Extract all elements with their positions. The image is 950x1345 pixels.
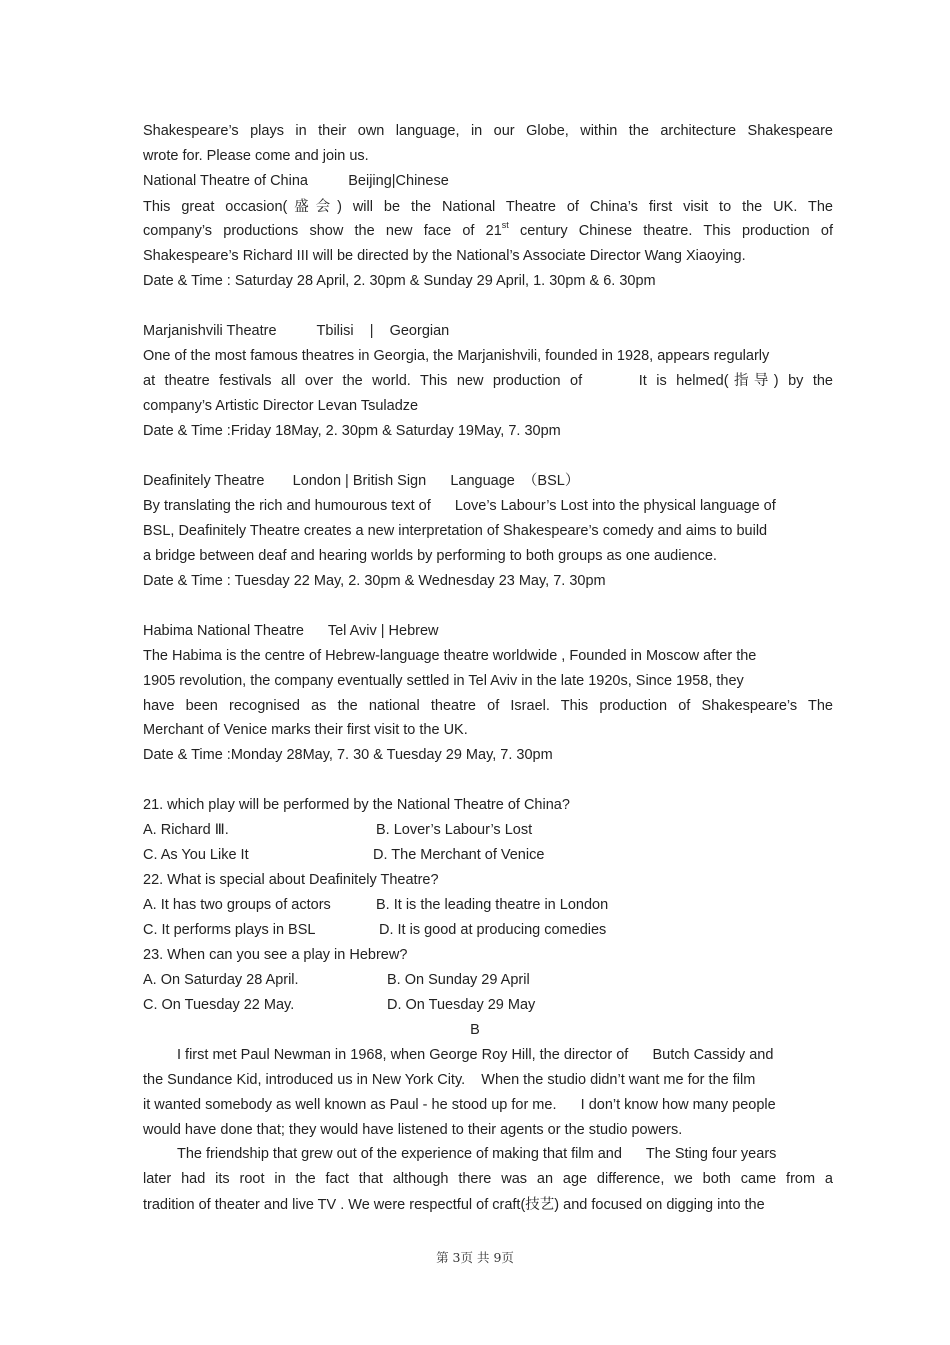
- paragraph-line: would have done that; they would have listened to their agents or the studio powers.: [143, 1122, 683, 1138]
- paragraph-line: later had its root in the fact that although there was an age difference, we both came from a: [143, 1171, 833, 1187]
- company-text-line: Merchant of Venice marks their first visit to the UK.: [143, 722, 468, 738]
- company-text-line: One of the most famous theatres in Georgia, the Marjanishvili, founded in 1928, appears regularly: [143, 348, 770, 364]
- question-option: A. Richard Ⅲ.: [143, 822, 229, 838]
- company-heading-habima: Habima National Theatre Tel Aviv | Hebrew: [143, 623, 439, 639]
- text-fragment: century Chinese theatre. This production of: [508, 223, 833, 239]
- company-datetime-habima: Date & Time :Monday 28May, 7. 30 & Tuesday 29 May, 7. 30pm: [143, 747, 553, 763]
- question-stem: 22. What is special about Deafinitely Theatre?: [143, 872, 439, 888]
- question-option: B. It is the leading theatre in London: [376, 897, 609, 913]
- paragraph-line: it wanted somebody as well known as Paul - he stood up for me. I don’t know how many people: [143, 1097, 776, 1113]
- paragraph-line: tradition of theater and live TV . We were respectful of craft(技艺) and focused on digging into the: [143, 1197, 765, 1213]
- question-option: B. On Sunday 29 April: [387, 972, 530, 988]
- question-stem: 23. When can you see a play in Hebrew?: [143, 947, 408, 963]
- question-option: B. Lover’s Labour’s Lost: [376, 822, 533, 838]
- company-text-line: have been recognised as the national theatre of Israel. This production of Shakespeare’s The: [143, 698, 833, 714]
- intro-line-2: wrote for. Please come and join us.: [143, 148, 369, 164]
- company-heading-deafinitely: Deafinitely Theatre London | British Sign Language （BSL）: [143, 473, 580, 489]
- paragraph-line: The friendship that grew out of the experience of making that film and The Sting four years: [177, 1146, 777, 1162]
- page-footer: 第 3页 共 9页: [436, 1250, 514, 1265]
- question-option: D. The Merchant of Venice: [373, 847, 545, 863]
- company-text-line: company’s Artistic Director Levan Tsuladze: [143, 398, 419, 414]
- company-text-line: at theatre festivals all over the world. This new production of It is helmed(指导) by the: [143, 373, 833, 389]
- question-option: C. On Tuesday 22 May.: [143, 997, 295, 1013]
- company-datetime-marjanishvili: Date & Time :Friday 18May, 2. 30pm & Saturday 19May, 7. 30pm: [143, 423, 561, 439]
- company-text-line: Shakespeare’s Richard III will be directed by the National’s Associate Director Wang Xiaoying.: [143, 248, 746, 264]
- question-option: A. On Saturday 28 April.: [143, 972, 299, 988]
- question-option: D. It is good at producing comedies: [379, 922, 607, 938]
- question-option: C. It performs plays in BSL: [143, 922, 316, 938]
- question-option: C. As You Like It: [143, 847, 249, 863]
- superscript: st: [501, 220, 509, 230]
- paragraph-line: I first met Paul Newman in 1968, when George Roy Hill, the director of Butch Cassidy and: [177, 1047, 774, 1063]
- company-text-line: The Habima is the centre of Hebrew-language theatre worldwide , Founded in Moscow after the: [143, 648, 757, 664]
- question-option: D. On Tuesday 29 May: [387, 997, 536, 1013]
- question-stem: 21. which play will be performed by the National Theatre of China?: [143, 797, 570, 813]
- intro-line-1: Shakespeare’s plays in their own language, in our Globe, within the architecture Shakespeare: [143, 123, 833, 139]
- company-text-line: a bridge between deaf and hearing worlds by performing to both groups as one audience.: [143, 548, 717, 564]
- company-text-line: 1905 revolution, the company eventually settled in Tel Aviv in the late 1920s, Since 1958, they: [143, 673, 744, 689]
- company-text-line: By translating the rich and humourous text of Love’s Labour’s Lost into the physical language of: [143, 498, 776, 514]
- text-fragment: company’s productions show the new face of 21: [143, 223, 502, 239]
- company-text-line: BSL, Deafinitely Theatre creates a new interpretation of Shakespeare’s comedy and aims to build: [143, 523, 768, 539]
- paragraph-line: the Sundance Kid, introduced us in New York City. When the studio didn’t want me for the film: [143, 1072, 756, 1088]
- question-option: A. It has two groups of actors: [143, 897, 331, 913]
- company-heading-marjanishvili: Marjanishvili Theatre Tbilisi | Georgian: [143, 323, 450, 339]
- company-text-line: This great occasion(盛会) will be the National Theatre of China’s first visit to the UK. The: [143, 199, 833, 215]
- company-heading-china: National Theatre of China Beijing|Chinese: [143, 173, 449, 189]
- company-text-line: [143, 221, 833, 241]
- company-datetime-china: Date & Time : Saturday 28 April, 2. 30pm & Sunday 29 April, 1. 30pm & 6. 30pm: [143, 273, 656, 289]
- company-datetime-deafinitely: Date & Time : Tuesday 22 May, 2. 30pm & Wednesday 23 May, 7. 30pm: [143, 573, 606, 589]
- section-label: B: [470, 1022, 480, 1038]
